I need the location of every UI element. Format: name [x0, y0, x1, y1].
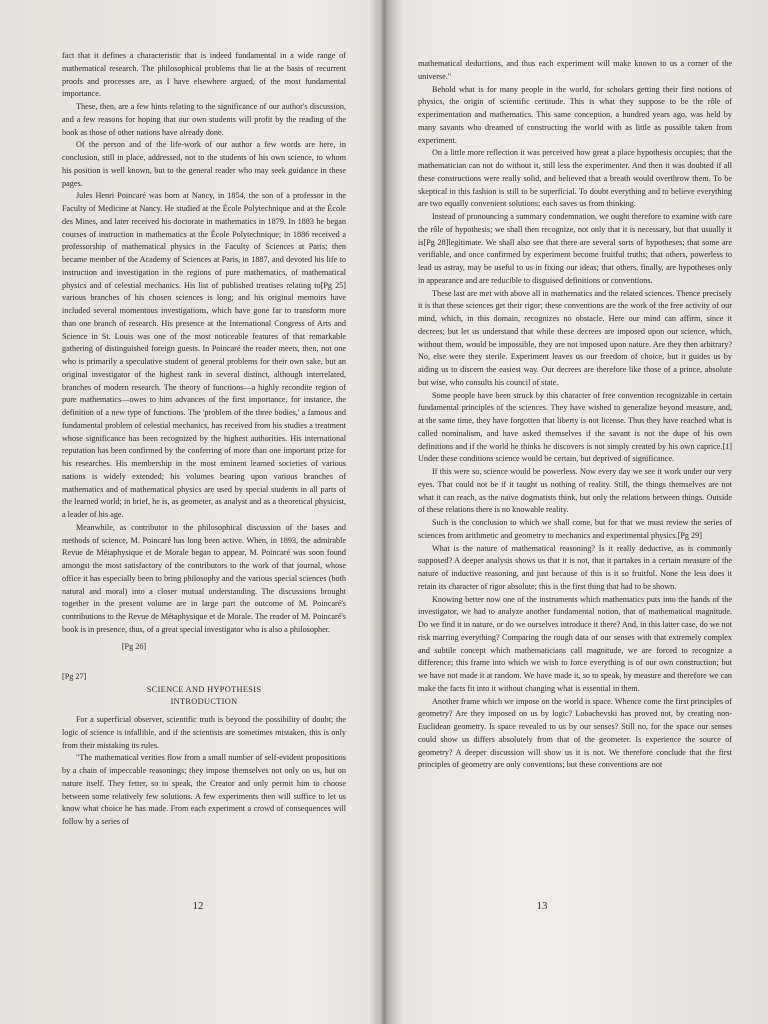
right-page [384, 0, 768, 1024]
chapter-subtitle: INTRODUCTION [170, 697, 238, 706]
page-number-left: 12 [192, 900, 204, 912]
paragraph: For a superficial observer, scientific truth is beyond the possibility of doubt; the logic of science is infallible, and if the scientists are sometimes mistaken, this is only from their mistaking its rules. [62, 715, 346, 750]
paragraph: Such is the conclusion to which we shall come, but for that we must review the series of sciences from arithmetic and geometry to mechanics and experimental physics.[Pg 29] [418, 518, 732, 540]
paragraph: These, then, are a few hints relating to the significance of our author's discussion, and a few reasons for hoping that our own students will profit by the reading of the book as those of other nations have already done. [62, 102, 346, 137]
paragraph: On a little more reflection it was perceived how great a place hypothesis occupies; that the mathematician can not do without it, still less the experimenter. And then it was doubted if all these constructions were really solid, and believed that a breath would overthrow them. To be skeptical in this fashion is still to be superficial. To doubt everything and to believe everything are two equally convenient solutions; each saves us from thinking. [418, 148, 732, 209]
page-marker: [Pg 27] [62, 672, 87, 682]
paragraph: "The mathematical verities flow from a small number of self-evident propositions by a chain of impeccable reasonings; they impose themselves not only on us, but on nature itself. They fetter, so to speak, the Creator and only permit him to choose between some relatively few solutions. A few experiments then will suffice to let us know what choice he has made. From each experiment a crowd of consequences will follow by a series of [62, 753, 346, 826]
paragraph: mathematical deductions, and thus each experiment will make known to us a corner of the universe." [418, 59, 732, 81]
paragraph: Knowing better now one of the instruments which mathematics puts into the hands of the investigator, we had to analyze another fundamental notion, that of mathematical magnitude. Do we find it in nature, or do we ourselves introduce it there? And, in this latter case, do we not risk marring everything? Comparing the rough data of our senses with that extremely complex and subtile concept which mathematicians call magnitude, we are forced to recognize a difference; this frame into which we wish to force everything is of our own construction; but we have not made it at random. We have made it, so to speak, by measure and therefore we can make the facts fit into it without changing what is essential in them. [418, 594, 732, 693]
paragraph: Some people have been struck by this character of free convention recognizable in certain fundamental principles of the sciences. They have wished to generalize beyond measure, and, at the same time, they have forgotten that liberty is not license. Thus they have reached what is called nominalism, and have asked themselves if the savant is not the dupe of his own definitions and if the world he thinks he discovers is not simply created by his own caprice.[1] Under these conditions science would be certain, but deprived of significance. [418, 390, 732, 464]
paragraph: Of the person and of the life-work of our author a few words are here, in conclusion, still in place, addressed, not to the students of his own science, to whom his position is well known, but to the general reader who may seek guidance in these pages. [62, 140, 346, 188]
page-number-right: 13 [536, 900, 548, 912]
paragraph: If this were so, science would be powerless. Now every day we see it work under our very eyes. That could not be if it taught us nothing of reality. Still, the things themselves are not what it can reach, as the naïve dogmatists think, but only the relations between things. Outside of these relations there is no knowable reality. [418, 467, 732, 515]
chapter-title: SCIENCE AND HYPOTHESIS [146, 685, 262, 694]
paragraph: Instead of pronouncing a summary condemnation, we ought therefore to examine with care the rôle of hypothesis; we shall then recognize, not only that it is necessary, but that usually it is[Pg 28]legitimate. We shall also see that there are several sorts of hypotheses; that some are verifiable, and once confirmed by experiment become fruitful truths; that others, powerless to lead us astray, may be useful to us in fixing our ideas; that others, finally, are hypotheses only in appearance and are reducible to disguised definitions or conventions. [418, 212, 732, 285]
paragraph: Jules Henri Poincaré was born at Nancy, in 1854, the son of a professor in the Faculty of Medicine at Nancy. He studied at the École Polytechnique and at the École des Mines, and later received his doctorate in mathematics in 1879. In 1883 he began courses of instruction in mathematics at the École Polytechnique; in 1886 received a professorship of mathematical physics in the Faculty of Sciences at Paris; then became member of the Academy of Sciences at Paris, in 1887, and devoted his life to instruction and investigation in the regions of pure mathematics, of mathematical physics and of celestial mechanics. His list of published treatises relating to[Pg 25] various branches of his chosen sciences is long; and his original memoirs have included several momentous investigations, which have gone far to transform more than one branch of research. His presence at the International Congress of Arts and Science in St. Louis was one of the most noticeable features of that remarkable gathering of distinguished foreign guests. In Poincaré the reader meets, then, not one who is primarily a speculative student of general problems for their own sake, but an original investigator of the highest rank in several distinct, although interrelated, branches of modern research. The theory of functions—a highly recondite region of pure mathematics—owes to him advances of the first importance, for instance, the definition of a new type of functions. The 'problem of the three bodies,' a famous and fundamental problem of celestial mechanics, has received from his studies a treatment whose significance has been recognized by the highest authorities. His international reputation has been confirmed by the conferring of more than one important prize for his researches. His membership in the most eminent learned societies of various nations is widely extended; his volumes bearing upon various branches of mathematics and of mathematical physics are used by special students in all parts of the learned world; in brief, he is, as geometer, as analyst and as a theoretical physicist, a leader of his age. [62, 191, 346, 519]
paragraph: Another frame which we impose on the world is space. Whence come the first principles of geometry? Are they imposed on us by logic? Lobachevski has proved not, by creating non-Euclidean geometry. Is space revealed to us by our senses? Still no, for the space our senses could show us differs absolutely from that of the geometer. Is experience the source of geometry? A deeper discussion will show us it is not. We therefore conclude that the first principles of geometry are only conventions; but these conventions are not [418, 696, 732, 770]
left-page-text-after [62, 714, 346, 829]
paragraph: Behold what is for many people in the world, for scholars getting their first notions of physics, the origin of scientific certitude. This is what they suppose to be the rôle of experimentation and mathematics. This same conception, a hundred years ago, was held by many savants who dreamed of constructing the world with as little as possible taken from experiment. [418, 84, 732, 145]
paragraph: What is the nature of mathematical reasoning? Is it really deductive, as is commonly supposed? A deeper analysis shows us that it is not, that it partakes in a certain measure of the nature of inductive reasoning, and just because of this is it so fruitful. None the less does it retain its character of rigor absolute; this is the first thing that had to be shown. [418, 543, 732, 591]
right-page-text [418, 58, 732, 772]
paragraph: fact that it defines a characteristic that is indeed fundamental in a wide range of mathematical research. The philosophical problems that lie at the basis of recurrent proofs and processes are, as I have elsewhere argued, of the most fundamental importance. [62, 51, 346, 99]
left-page-text [62, 50, 346, 684]
left-page [0, 0, 372, 1024]
paragraph: Meanwhile, as contributor to the philosophical discussion of the bases and methods of science, M. Poincaré has long been active. When, in 1893, the admirable Revue de Métaphysique et de Morale began to appear, M. Poincaré was soon found amongst the most satisfactory of the contributors to the work of that journal, whose office it has especially been to bring philosophy and the various special sciences (both natural and moral) into a closer mutual understanding. The discussions brought together in the present volume are in large part the outcome of M. Poincaré's contributions to the Revue de Métaphysique et de Morale. The reader of M. Poincaré's book is in presence, thus, of a great special investigator who is also a philosopher. [62, 522, 346, 634]
page-marker: [Pg 26] [121, 641, 147, 651]
paragraph: These last are met with above all in mathematics and the related sciences. Thence precisely it is that these sciences get their rigor; these conventions are the work of the free activity of our mind, which, in this domain, recognizes no obstacle. Here our mind can affirm, since it decrees; but let us understand that while these decrees are imposed upon our science, which, without them, would be impossible, they are not imposed upon nature. Are they then arbitrary? No, else were they sterile. Experiment leaves us our freedom of choice, but it guides us by aiding us to discern the easiest way. Our decrees are therefore like those of a prince, absolute but wise, who consults his council of state. [418, 288, 732, 387]
